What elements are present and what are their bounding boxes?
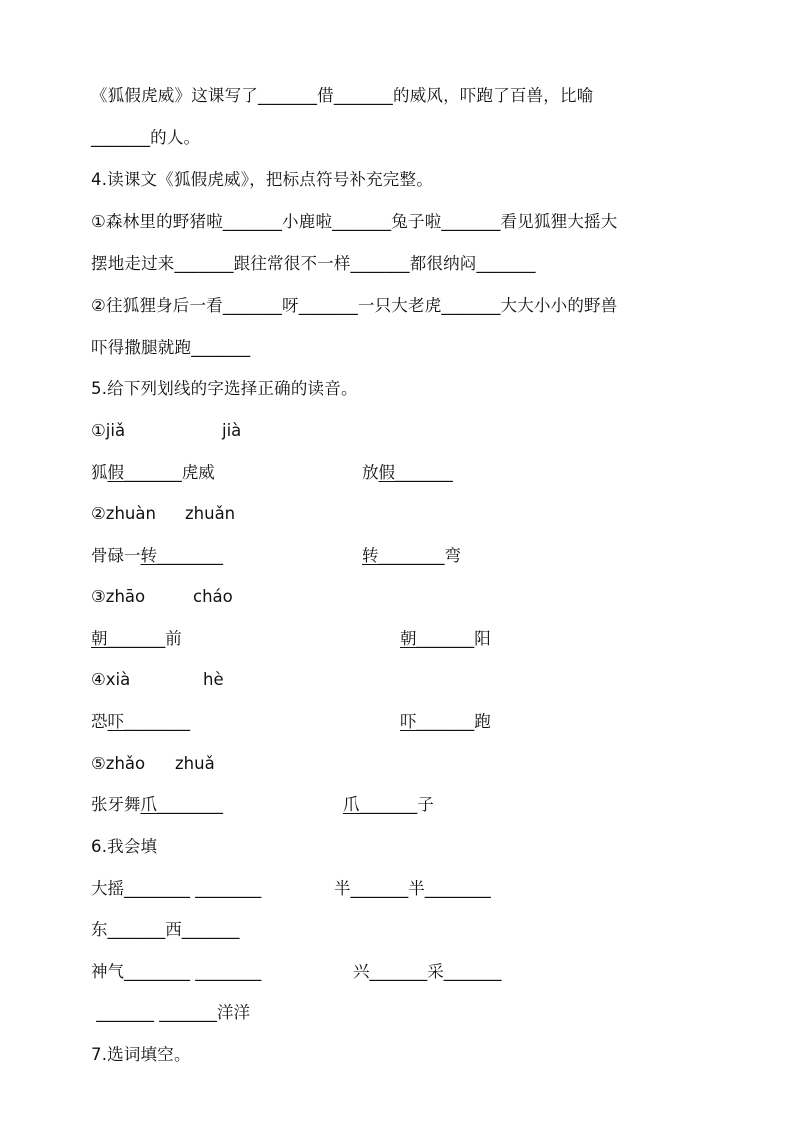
q5-p4-option-b: hè <box>203 670 224 689</box>
q4-item2-line2: 吓得撒腿就跑_______ <box>91 338 251 357</box>
q5-p5-right-word: 爪_______子 <box>343 795 434 814</box>
q5-p5-option-b: zhuǎ <box>175 754 215 773</box>
underlined-char: 假 <box>107 463 124 482</box>
q5-p5-left-word: 张牙舞爪________ <box>91 795 223 814</box>
q4-item1-line1: ①森林里的野猪啦_______小鹿啦_______兔子啦_______看见狐狸大摇大 <box>91 212 618 231</box>
q5-p4-option-a: ④xià <box>91 670 131 689</box>
underlined-char: 爪 <box>140 795 157 814</box>
q5-p5-option-a: ⑤zhǎo <box>91 754 146 773</box>
q4-title: 4.读课文《狐假虎威》，把标点符号补充完整。 <box>91 170 433 189</box>
q6-row3-right: 兴_______采_______ <box>353 962 502 981</box>
underlined-char: 假 <box>378 463 395 482</box>
q4-item1-line2: 摆地走过来_______跟往常很不一样_______都很纳闷_______ <box>91 254 536 273</box>
q3-text-line-2: _______的人。 <box>91 128 201 147</box>
q5-p2-left-word: 骨碌一转________ <box>91 546 223 565</box>
q5-p3-left-word: 朝_______前 <box>91 629 182 648</box>
q4-item2-line1: ②往狐狸身后一看_______呀_______一只大老虎_______大大小小的野兽 <box>91 296 618 315</box>
q5-p4-left-word: 恐吓________ <box>91 712 190 731</box>
q5-p3-option-b: cháo <box>193 587 233 606</box>
q5-p2-option-a: ②zhuàn <box>91 504 156 523</box>
q5-title: 5.给下列划线的字选择正确的读音。 <box>91 379 358 398</box>
q5-p2-right-word: 转________弯 <box>362 546 461 565</box>
q6-row2-left: 东_______西_______ <box>91 920 240 939</box>
q5-p1-option-a: ①jiǎ <box>91 421 126 440</box>
q5-p3-option-a: ③zhāo <box>91 587 146 606</box>
q5-p1-right-word: 放假_______ <box>362 463 453 482</box>
q6-row4-left: _______ _______洋洋 <box>91 1003 250 1022</box>
q6-row3-left: 神气________ ________ <box>91 962 262 981</box>
q5-p1-left-word: 狐假_______虎威 <box>91 463 215 482</box>
q5-p4-right-word: 吓_______跑 <box>400 712 491 731</box>
q6-row1-right: 半_______半________ <box>334 879 491 898</box>
q3-text-line-1: 《狐假虎威》这课写了_______借_______的威风，吓跑了百兽，比喻 <box>91 86 594 105</box>
q7-title: 7.选词填空。 <box>91 1045 191 1064</box>
q6-row1-left: 大摇________ ________ <box>91 879 262 898</box>
underlined-char: 爪 <box>343 795 360 814</box>
q5-p2-option-b: zhuǎn <box>185 504 236 523</box>
underlined-char: 朝 <box>400 629 417 648</box>
underlined-char: 吓 <box>107 712 124 731</box>
underlined-char: 转 <box>140 546 157 565</box>
q5-p1-option-b: jià <box>222 421 242 440</box>
q6-title: 6.我会填 <box>91 837 158 856</box>
underlined-char: 吓 <box>400 712 417 731</box>
underlined-char: 转 <box>362 546 379 565</box>
underlined-char: 朝 <box>91 629 108 648</box>
q5-p3-right-word: 朝_______阳 <box>400 629 491 648</box>
